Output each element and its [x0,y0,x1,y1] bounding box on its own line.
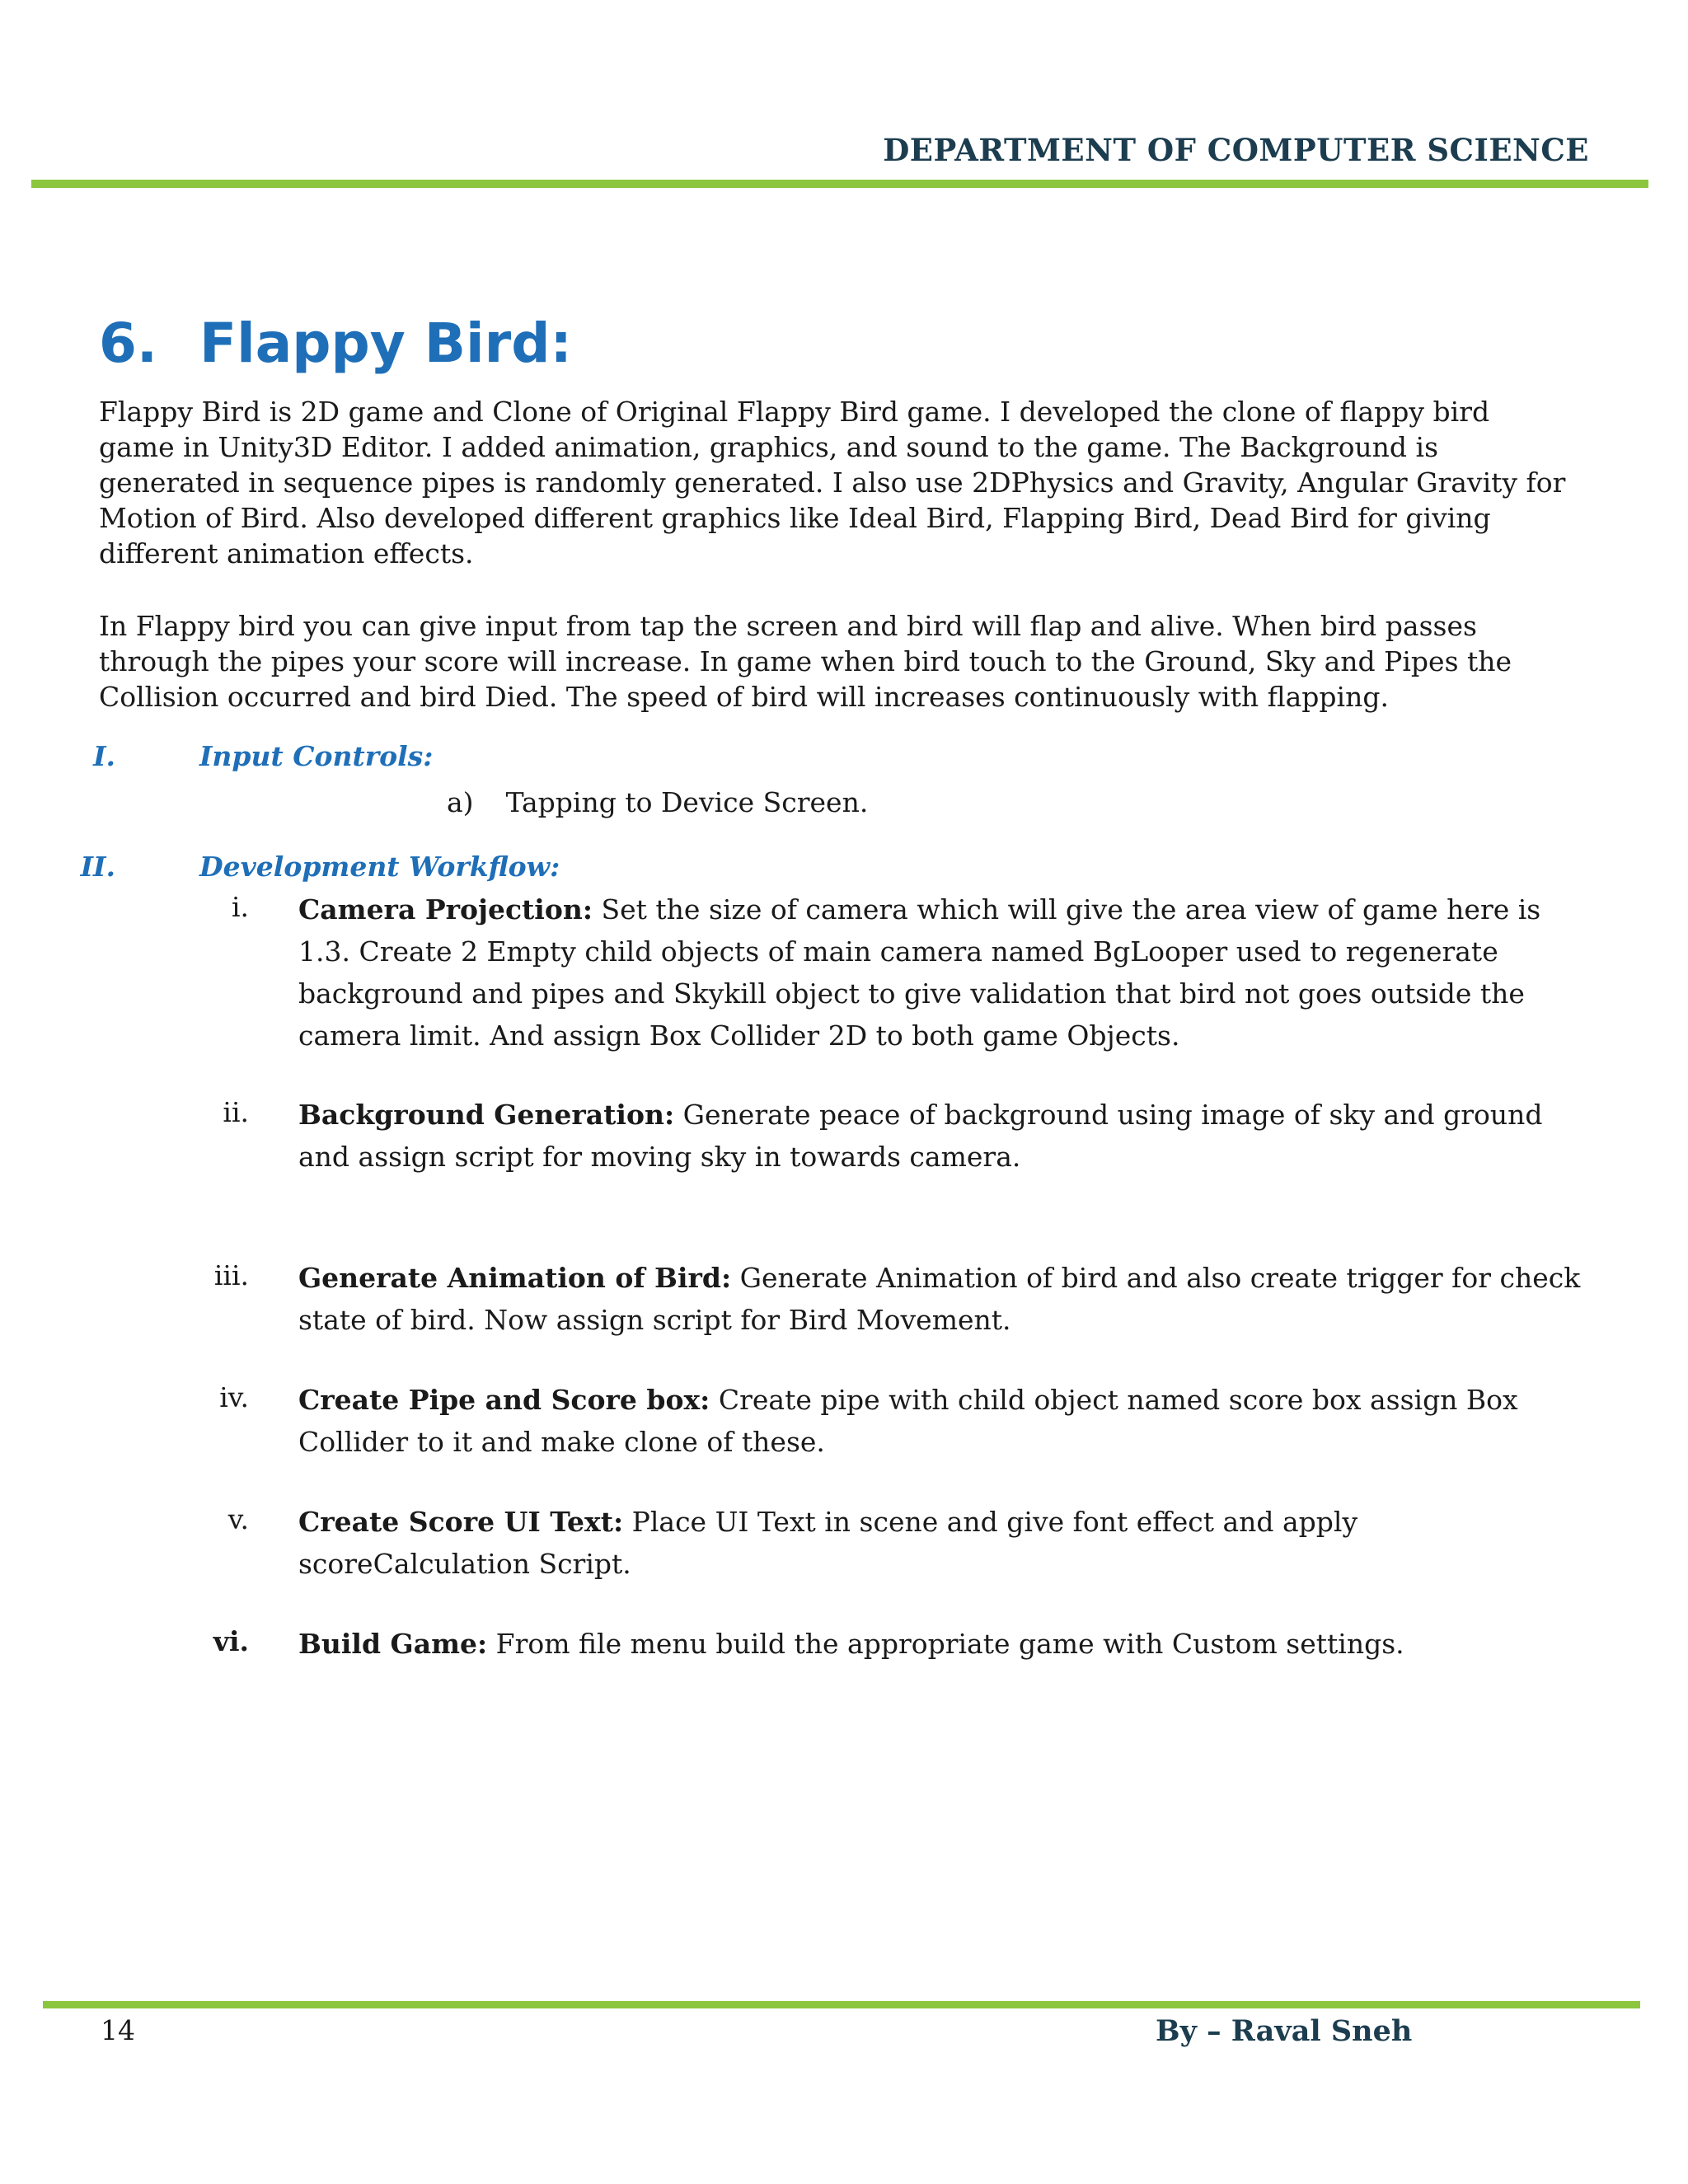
sub-item-label: a) [447,786,474,818]
footer-rule [43,2001,1640,2008]
workflow-item-line: background and pipes and Skykill object to give validation that bird not goes outside the [298,977,1525,1010]
input-control-item [447,786,868,818]
workflow-item-line: state of bird. Now assign script for Bird Movement. [298,1304,1011,1336]
paragraph-line: game in Unity3D Editor. I added animation, graphics, and sound to the game. The Background is [99,431,1439,463]
workflow-item-label: vi. [213,1625,249,1657]
workflow-item-label: v. [227,1503,249,1535]
workflow-item-text: From file menu build the appropriate game with Custom settings. [487,1628,1404,1660]
workflow-item-line: and assign script for moving sky in towards camera. [298,1141,1021,1173]
paragraph-line: different animation effects. [99,537,474,569]
workflow-item-line: camera limit. And assign Box Collider 2D to both game Objects. [298,1019,1180,1052]
section-numeral: II. [80,851,115,883]
workflow-item-generate-animation [298,1257,1617,1341]
paragraph-line: through the pipes your score will increase. In game when bird touch to the Ground, Sky and Pipes the [99,645,1512,677]
paragraph-line: generated in sequence pipes is randomly generated. I also use 2DPhysics and Gravity, Angular Gravity for [99,466,1566,499]
workflow-item-text: Set the size of camera which will give the area view of game here is [593,893,1541,926]
workflow-item-title: Generate Animation of Bird: [298,1262,732,1294]
workflow-item-camera-projection [298,888,1617,1057]
paragraph-line: Collision occurred and bird Died. The speed of bird will increases continuously with flapping. [99,681,1389,713]
chapter-title [99,312,572,375]
workflow-item-title: Create Pipe and Score box: [298,1384,710,1416]
page-number: 14 [101,2014,135,2046]
section-numeral: I. [93,740,115,772]
workflow-item-text: Create pipe with child object named score box assign Box [710,1384,1518,1416]
section-heading-text: Input Controls: [199,740,434,772]
workflow-item-score-ui-text [298,1501,1617,1585]
paragraph-line: Flappy Bird is 2D game and Clone of Original Flappy Bird game. I developed the clone of flappy bird [99,396,1490,428]
workflow-item-text: Generate peace of background using image of sky and ground [674,1099,1543,1131]
intro-paragraph-2 [99,608,1607,715]
chapter-title-text: Flappy Bird: [199,312,572,375]
workflow-item-label: iv. [219,1381,249,1413]
workflow-item-line: scoreCalculation Script. [298,1548,631,1580]
department-header: DEPARTMENT OF COMPUTER SCIENCE [883,132,1589,168]
header-rule [31,180,1648,188]
workflow-item-text: Generate Animation of bird and also create trigger for check [731,1262,1581,1294]
workflow-item-label: i. [231,891,249,923]
section-heading-text: Development Workflow: [199,851,560,883]
sub-item-text: Tapping to Device Screen. [505,786,869,818]
workflow-item-line: Collider to it and make clone of these. [298,1426,825,1458]
workflow-item-title: Create Score UI Text: [298,1506,624,1538]
workflow-item-line: 1.3. Create 2 Empty child objects of main camera named BgLooper used to regenerate [298,935,1498,968]
intro-paragraph-1 [99,394,1607,571]
workflow-item-build-game [298,1623,1617,1665]
paragraph-line: Motion of Bird. Also developed different graphics like Ideal Bird, Flapping Bird, Dead Bird for giving [99,502,1491,534]
workflow-item-label: iii. [213,1259,249,1291]
workflow-item-label: ii. [223,1096,249,1128]
workflow-item-title: Camera Projection: [298,893,593,926]
workflow-item-background-generation [298,1094,1617,1178]
paragraph-line: In Flappy bird you can give input from tap the screen and bird will flap and alive. When bird passes [99,610,1477,642]
workflow-item-title: Background Generation: [298,1099,675,1131]
author-credit: By – Raval Sneh [1156,2014,1413,2048]
workflow-item-text: Place UI Text in scene and give font effect and apply [623,1506,1358,1538]
workflow-item-title: Build Game: [298,1628,488,1660]
workflow-item-pipe-score-box [298,1379,1617,1463]
chapter-number: 6. [99,312,157,375]
